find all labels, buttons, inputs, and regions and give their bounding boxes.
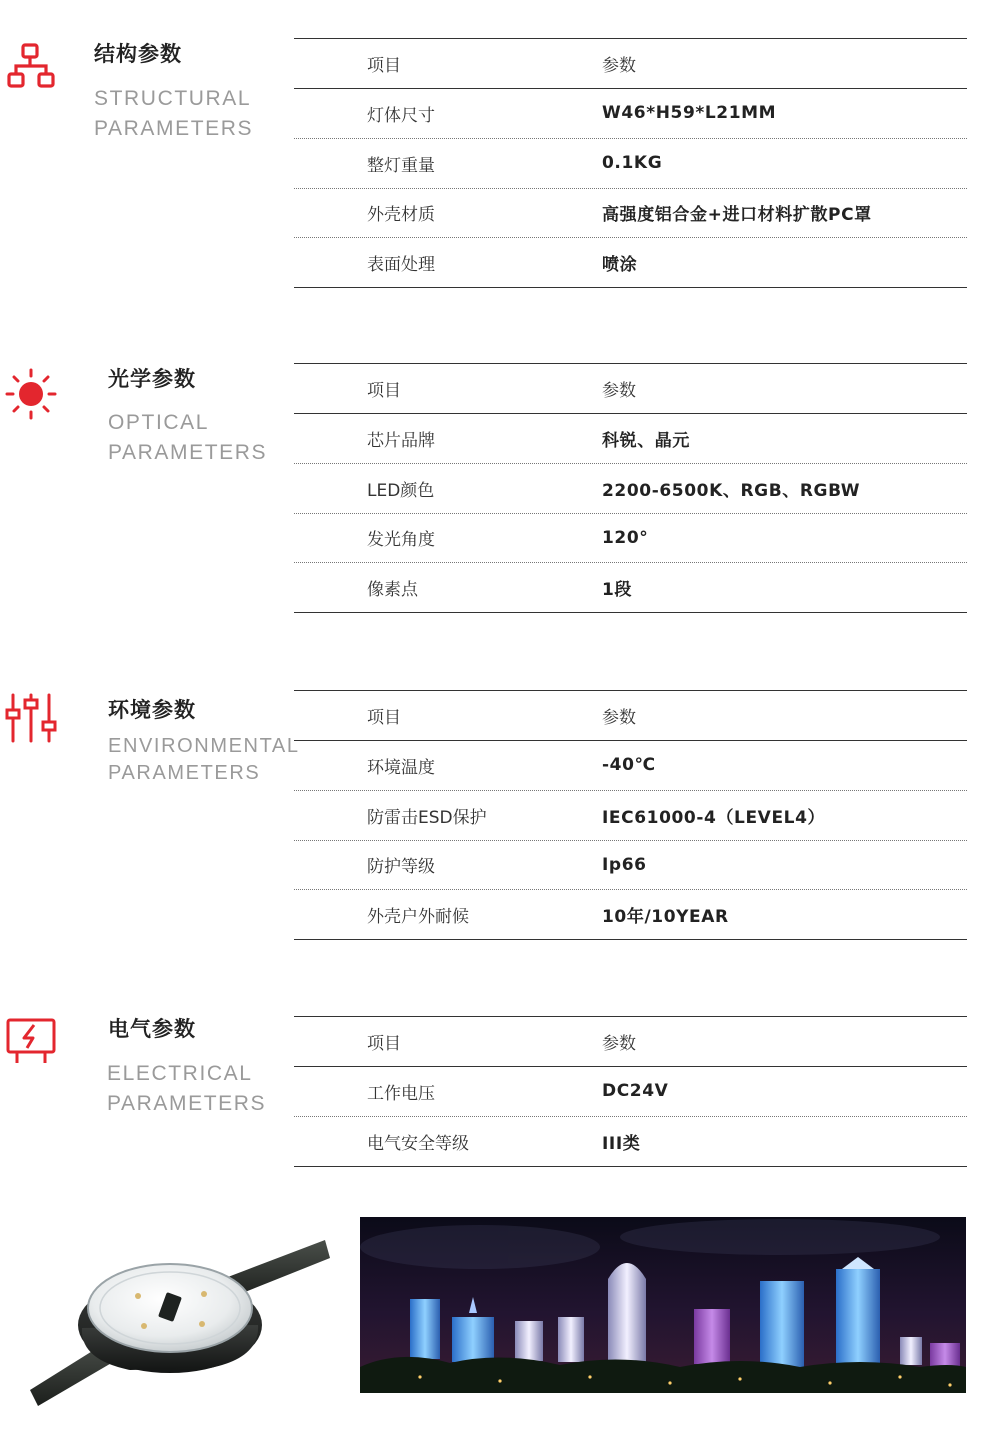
section-subtitle-line1: STRUCTURAL (94, 87, 252, 110)
section-subtitle-line2: PARAMETERS (108, 762, 261, 784)
row-key: 发光角度 (367, 530, 435, 551)
row-key: 电气安全等级 (367, 1133, 469, 1154)
table-row (294, 237, 967, 287)
table-header-row (294, 1017, 967, 1067)
row-key: 芯片品牌 (367, 430, 435, 451)
table-header-row (294, 364, 967, 414)
header-key: 项目 (367, 55, 401, 76)
spec-table-environmental (294, 690, 967, 940)
row-key: 表面处理 (367, 254, 435, 275)
header-value: 参数 (602, 1033, 636, 1054)
led-pixel-light-product (20, 1220, 340, 1410)
row-value: III类 (602, 1133, 641, 1154)
row-value: IEC61000-4（LEVEL4） (602, 807, 826, 828)
header-key: 项目 (367, 1033, 401, 1054)
network-hierarchy-icon (6, 42, 56, 90)
row-value: -40℃ (602, 755, 656, 776)
table-row (294, 889, 967, 939)
row-value: 科锐、晶元 (602, 430, 690, 451)
bottom-images (0, 1210, 1000, 1410)
section-subtitle-line2: PARAMETERS (108, 441, 268, 464)
table-row (294, 1116, 967, 1166)
spec-table-optical (294, 363, 967, 613)
row-key: 外壳户外耐候 (367, 906, 469, 927)
table-row (294, 513, 967, 563)
row-value: 1段 (602, 579, 633, 600)
section-title: 环境参数 (108, 698, 196, 722)
table-row (294, 463, 967, 513)
row-value: 120° (602, 527, 649, 548)
row-key: 外壳材质 (367, 205, 435, 226)
section-title: 电气参数 (108, 1017, 196, 1041)
section-subtitle-line2: PARAMETERS (107, 1092, 267, 1115)
table-row (294, 138, 967, 188)
header-value: 参数 (602, 380, 636, 401)
section-subtitle-line2: PARAMETERS (94, 117, 254, 140)
table-row (294, 562, 967, 612)
table-row (294, 89, 967, 139)
row-key: 防雷击ESD保护 (367, 807, 487, 828)
row-key: 灯体尺寸 (367, 105, 435, 126)
night-city-skyline (360, 1217, 966, 1393)
row-key: 环境温度 (367, 757, 435, 778)
sun-icon (4, 367, 58, 421)
table-row (294, 840, 967, 890)
section-subtitle-line1: ELECTRICAL (107, 1062, 253, 1085)
row-key: 工作电压 (367, 1083, 435, 1104)
electric-board-icon (4, 1016, 58, 1066)
spec-table-structural (294, 38, 967, 288)
row-value: W46*H59*L21MM (602, 103, 777, 124)
header-value: 参数 (602, 707, 636, 728)
spec-table-electrical (294, 1016, 967, 1167)
table-row (294, 790, 967, 840)
row-value: 高强度铝合金+进口材料扩散PC罩 (602, 205, 872, 226)
header-key: 项目 (367, 707, 401, 728)
row-value: 喷涂 (602, 254, 638, 275)
section-subtitle-line1: ENVIRONMENTAL (108, 735, 300, 757)
section-title: 光学参数 (108, 367, 196, 391)
row-value: Ip66 (602, 854, 647, 875)
row-value: 0.1KG (602, 153, 663, 174)
row-value: 10年/10YEAR (602, 906, 729, 927)
table-row (294, 188, 967, 238)
section-title: 结构参数 (94, 42, 182, 66)
table-row (294, 741, 967, 791)
section-subtitle-line1: OPTICAL (108, 411, 210, 434)
header-key: 项目 (367, 380, 401, 401)
table-header-row (294, 39, 967, 89)
row-key: LED颜色 (367, 480, 435, 501)
row-value: 2200-6500K、RGB、RGBW (602, 480, 861, 501)
row-key: 像素点 (367, 579, 418, 600)
header-value: 参数 (602, 55, 636, 76)
table-row (294, 1067, 967, 1117)
row-key: 防护等级 (367, 857, 435, 878)
table-header-row (294, 691, 967, 741)
row-key: 整灯重量 (367, 155, 435, 176)
row-value: DC24V (602, 1081, 669, 1102)
table-row (294, 414, 967, 464)
sliders-icon (4, 692, 58, 744)
